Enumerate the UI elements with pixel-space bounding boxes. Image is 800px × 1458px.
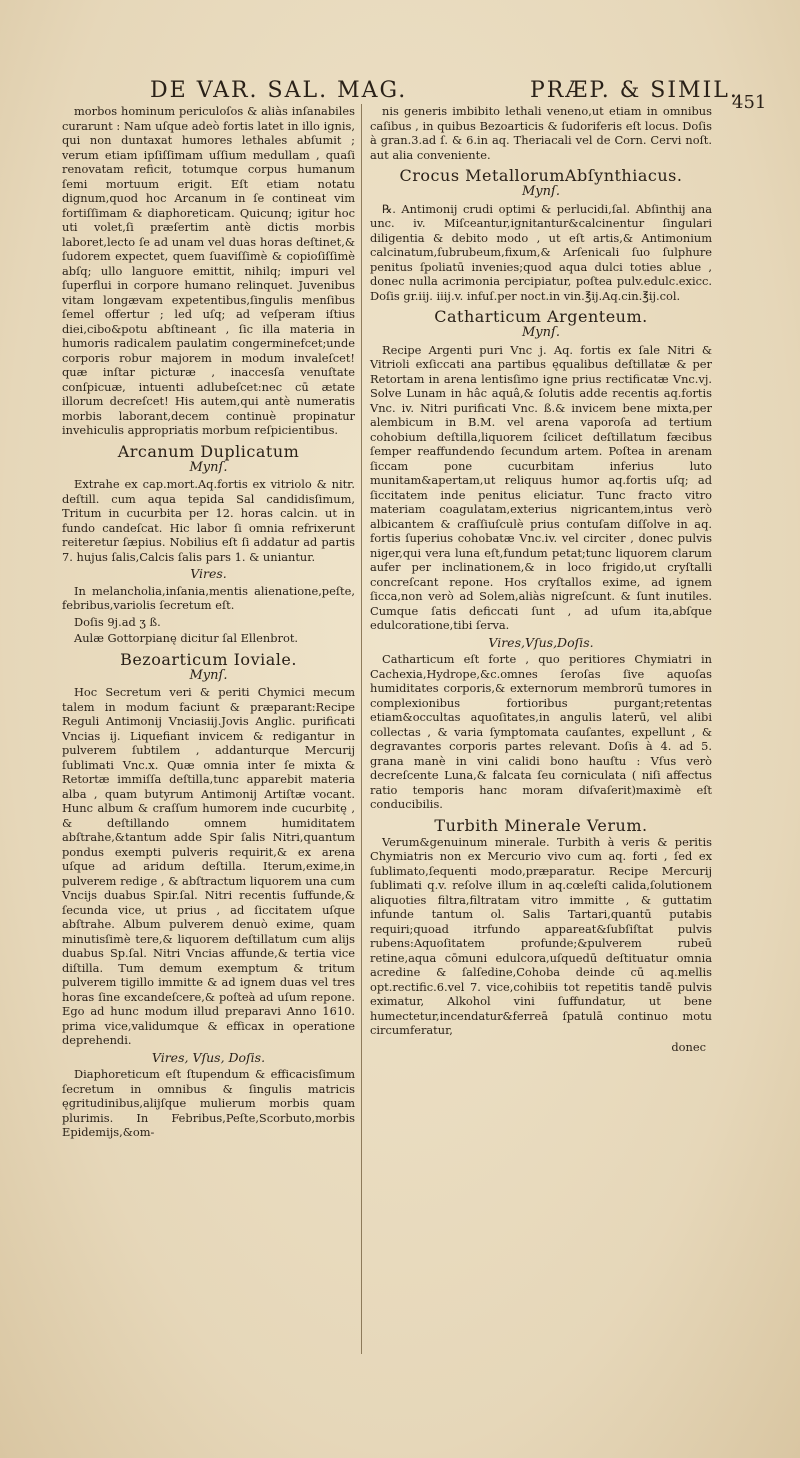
paragraph: In melancholia,inſania,mentis alienatione,peſte, febribus,variolis ſecretum eſt.	[62, 583, 355, 612]
left-column	[62, 104, 355, 1142]
subheading-vires: Vires,Vſus,Doſis.	[488, 634, 594, 650]
right-column	[370, 104, 712, 1056]
source-attribution: Mynſ.	[522, 184, 560, 199]
section-heading: Bezoarticum Ioviale.	[120, 649, 297, 669]
section-heading: Crocus MetallorumAbſynthiacus.	[399, 166, 683, 185]
paragraph: Doſis 9j.ad ʒ ß.	[74, 614, 161, 629]
subheading-vires: Vires, Vſus, Doſis.	[151, 1049, 266, 1065]
running-head-left: DE VAR. SAL. MAG.	[150, 78, 408, 103]
source-attribution: Mynſ.	[189, 667, 228, 683]
paragraph: nis generis imbibito lethali veneno,ut etiam in omnibus caſibus , in quibus Bezoarticis & ſudoriferis eſt locus. Doſis à gran.3.ad ſ. & 6.in aq. Theriacali vel de Corn. Cervi noſt. aut alia conveniente.	[370, 104, 712, 162]
paragraph: Verum&genuinum minerale. Turbith à veris & peritis Chymiatris non ex Mercurio vivo cum aq. forti , ſed ex ſublimato,ſequenti modo,præparatur. Recipe Mercurij ſublimati q.v. reſolve illum in aq.cœleſti calida,ſolutionem aliquoties filtra,filtratam vitro immitte , & guttatim infunde tantum ol. Salis Tartari,quantū putabis requiri;quoad itrfundo appareat&ſubſiſtat pulvis rubens:Aquoſitatem profunde;&pulverem rubeū retine,aqua cōmuni edulcora,uſquedū deſtituatur omnia acredine & ſalſedine,Cohoba deinde cū aq.mellis opt.rectific.6.vel 7. vice,cohibiis tot repetitis tandē pulvis eximatur, Alkohol vini ſuffundatur, ut bene humectetur,incendatur&ferreā ſpatulā continuo motu circumferatur,	[370, 834, 712, 1037]
paragraph: ℞. Antimonij crudi optimi & perlucidi,ſal. Abſinthij ana unc. iv. Miſceantur,ignitantur&calcinentur ſingulari diligentia & debito modo , ut eſt artis,& Antimonium calcinatum,ſubrubeum,fixum,& Arſenicali ſuo ſulphure penitus ſpoliatū invenies;quod aqua dulci toties ablue , donec nulla acrimonia percipiatur, poſtea pulv.edulc.exicc. Doſis gr.iij. iiij.v. infuſ.per noct.in vin.℥ij.Aq.cin.℥ij.col.	[370, 201, 712, 303]
subheading-vires: Vires.	[190, 566, 227, 581]
paragraph: Recipe Argenti puri Vnc j. Aq. fortis ex ſale Nitri & Vitrioli exſiccati ana partibus ęqualibus deſtillatæ & per Retortam in arena lentisſimo igne prius rectificatæ Vnc.vj. Solve Lunam in hâc aquâ,& ſolutis adde recentis aq.fortis Vnc. iv. Nitri purificati Vnc. ß.& invicem bene mixta,per alembicum in B.M. vel arena vaporoſa ad tertium cohobium deſtilla,liquorem ſcilicet deſtillatum fæcibus ſemper reaffundendo ſecundum artem. Poſtea in arenam ſiccam pone cucurbitam inferius luto munitam&apertam,ut reliquus humor aq.fortis uſq; ad ſiccitatem inde penitus eliciatur. Tunc fracto vitro materiam coagulatam,exterius nigricantem,intus verò albicantem & craſſiuſculè prius contuſam diſſolve in aq. fortis ſuperius cohobatæ Vnc.iv. vel circiter , donec pulvis niger,qui vera luna eſt,fundum petat;tunc liquorem clarum aufer per inclinationem,& in loco frigido,ut cryſtalli concreſcant repone. Hos cryſtallos exime, ad ignem ſicca,non verò ad Solem,aliàs nigreſcunt. & ſunt inutiles. Cumque ſatis deficcati ſunt , ad uſum ita,abſque edulcoratione,tibi ſerva.	[370, 342, 712, 632]
section-heading: Catharticum Argenteum.	[434, 307, 648, 326]
paragraph: morbos hominum periculoſos & aliàs inſanabiles curarunt : Nam uſque adeò fortis latet in illo ignis, qui non duntaxat humores lethales abſumit ; verum etiam ipſiſſimam uſſium medullam , quaſi renovatam reficit, totumque corpus humanum ſemi mortuum erigit. Eſt etiam notatu dignum,quod hoc Arcanum in ſe contineat vim fortiſſimam & diaphoreticam. Quicunq; igitur hoc uti volet,ſi præſertim antè dictis morbis laboret,lecto ſe ad unam vel duas horas deſtinet,& ſudorem expectet, quem ſuaviſſimè & copioſiſſimè abſq; ullo languore emittit, nihilq; impuri vel ſuperflui in corpore humano relinquet. Juvenibus vitam longævam expetentibus,ſingulis menſibus ſemel offertur ; led uſq; ad veſperam iſtius diei,cibo&potu abſtineant , ſic illa materia in humoris radicalem paulatim congerminefcet;unde corporis robur majorem in modum invaleſcet! quæ inſtar picturæ , inaccesſa venuſtate conſpicuæ, intuenti adlubeſcet:nec cū ætate illorum decreſcet! His autem,qui antè numeratis morbis laborant,decem continuè propinatur invehiculis appropriatis morbum reſpicientibus.	[62, 104, 355, 437]
section-heading: Turbith Minerale Verum.	[434, 815, 648, 835]
paragraph: Catharticum eſt forte , quo peritiores Chymiatri in Cachexia,Hydrope,&c.omnes ſeroſas ſive aquoſas humiditates corporis,& externorum membrorū tumores in complexionibus fortioribus purgant;retentas etiam&occultas aquoſitates,in angulis laterū, vel alibi collectas , & varia ſymptomata cauſantes, expellunt , & degravantes corporis partes relevant. Doſis à 4. ad 5. grana manè in vini calidi bono hauſtu : Vſus verò decreſcente Luna,& falcata ſeu corniculata ( niſi affectus ratio temporis hanc moram diſvaſerit)maximè eſt conducibilis.	[370, 652, 712, 811]
catchword: donec	[671, 1039, 706, 1054]
paragraph: Hoc Secretum veri & periti Chymici mecum talem in modum faciunt & præparant:Recipe Reguli Antimonij Vnciasiij.Jovis Anglic. purificati Vncias ij. Liquefiant invicem & redigantur in pulverem ſubtilem , addanturque Mercurij ſublimati Vnc.x. Quæ omnia inter ſe mixta & Retortæ immiſſa deſtilla,tunc apparebit materia alba , quam butyrum Antimonij Artiſtæ vocant. Hunc album & craſſum humorem inde cucurbitę , & deſtillando omnem humiditatem abſtrahe,&tantum adde Spir ſalis Nitri,quantum pondus exempti pulveris requirit,& ex arena uſque ad aridum deſtilla. Iterum,exime,in pulverem redige , & abſtractum liquorem una cum Vncijs duabus Spir.ſal. Nitri recentis ſuffunde,& ſecunda vice, ut prius , ad ſiccitatem uſque abſtrahe. Album pulverem denuò exime, quam minutisſimè tere,& liquorem deſtillatum cum alijs duabus Sp.ſal. Nitri Vncias affunde,& tertia vice diſtilla. Tum demum exemptum & tritum pulverem tigillo immitte & ad ignem duas vel tres horas ſine excandeſcere,& poſteà ad uſum repone. Ego ad hunc modum illud preparavi Anno 1610. prima vice,validumque & efficax in operatione deprehendi.	[62, 685, 355, 1047]
section-heading: Arcanum Duplicatum	[117, 441, 300, 461]
paragraph: Aulæ Gottorpianę dicitur ſal Ellenbrot.	[74, 631, 299, 645]
paragraph: Diaphoreticum eſt ſtupendum & efficacisſimum ſecretum in omnibus & ſingulis matricis ęgritudinibus,alijſque mulierum morbis quam plurimis. In Febribus,Peſte,Scorbuto,morbis Epidemijs,&om-	[62, 1067, 355, 1139]
column-divider	[361, 104, 362, 1354]
page-number: 451	[732, 92, 767, 113]
paragraph: Extrahe ex cap.mort.Aq.fortis ex vitriolo & nitr. deſtill. cum aqua tepida Sal candidisſimum, Tritum in cucurbita per 12. horas calcin. ut in fundo candeſcat. Hic labor ſi omnia refrixerunt reiteretur ſæpius. Nobilius eſt ſi addatur ad partis 7. hujus ſalis,Calcis ſalis pars 1. & uniantur.	[62, 477, 355, 564]
running-head-right: PRÆP. & SIMIL.	[530, 78, 739, 103]
source-attribution: Mynſ.	[189, 459, 228, 475]
source-attribution: Mynſ.	[522, 325, 560, 340]
